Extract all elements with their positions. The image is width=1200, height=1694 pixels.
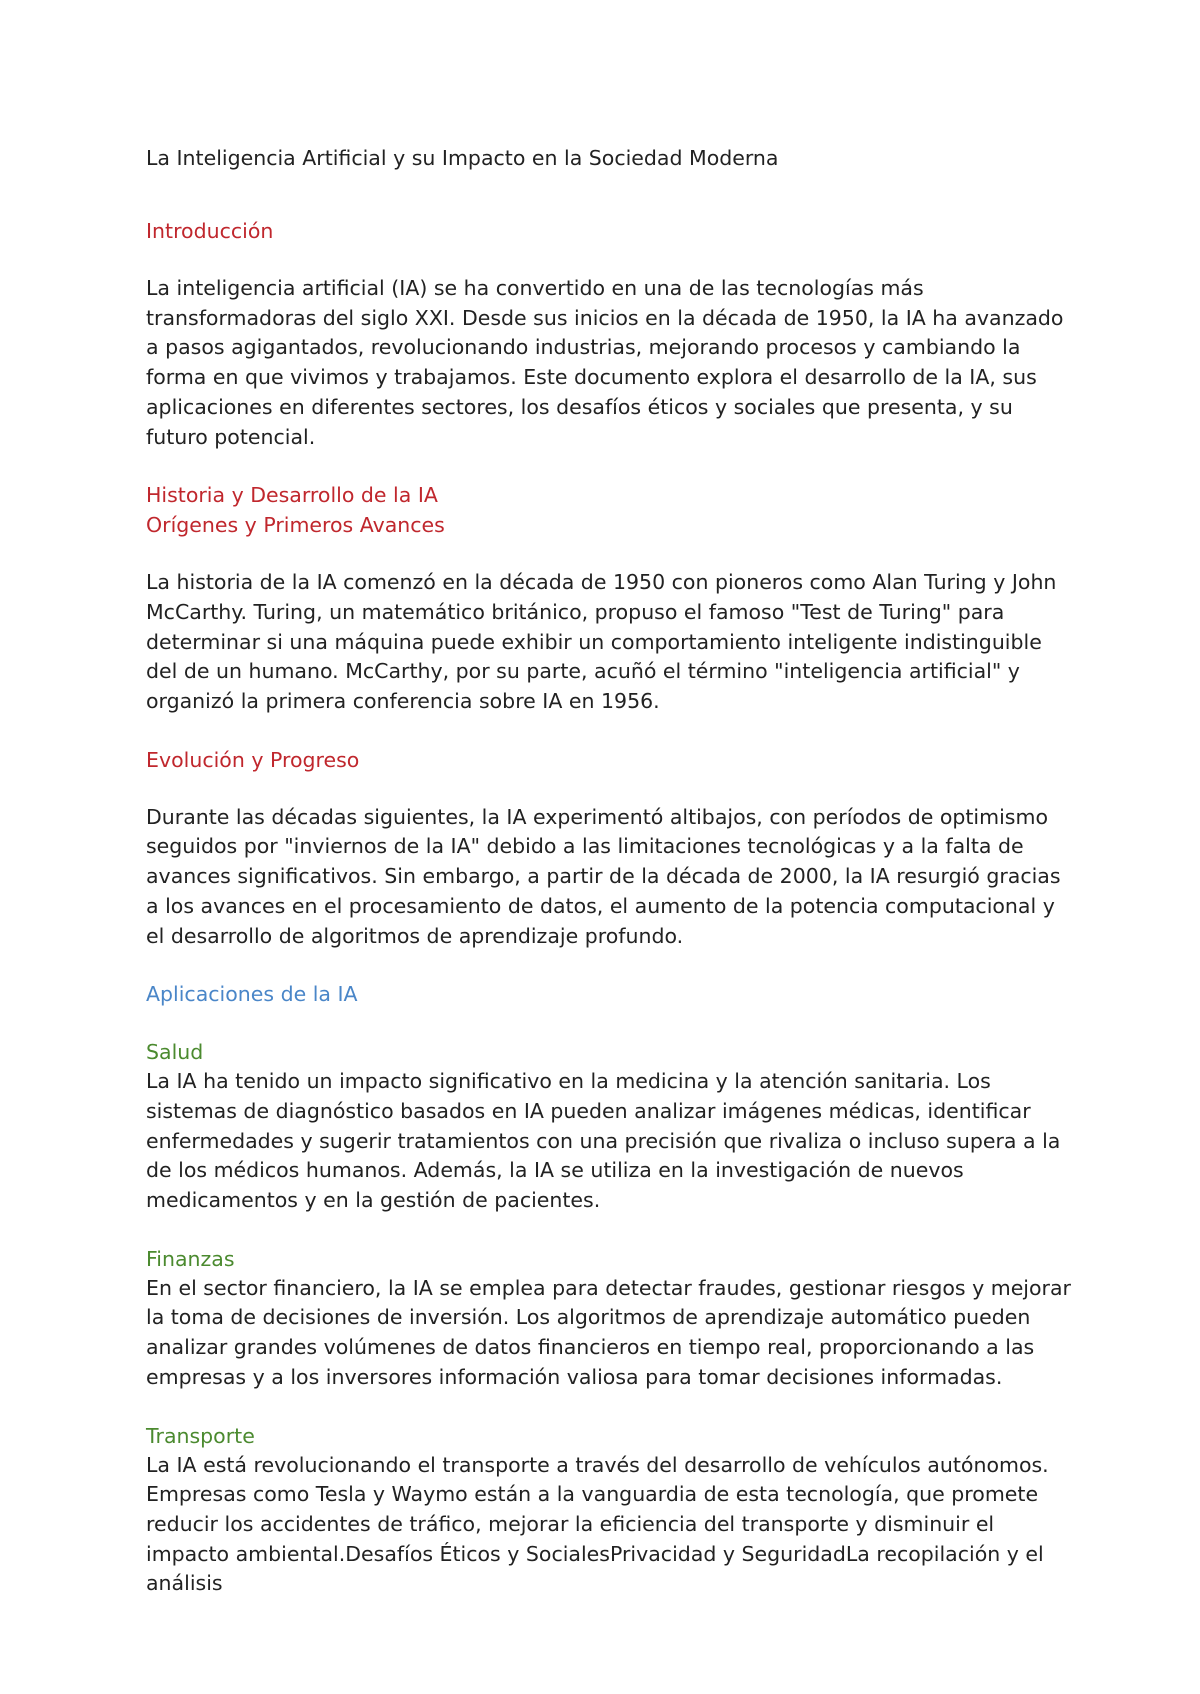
spacer bbox=[146, 1393, 1076, 1421]
spacer bbox=[146, 1216, 1076, 1244]
intro-heading: Introducción bbox=[146, 219, 274, 243]
finance-paragraph: En el sector financiero, la IA se emplea para detectar fraudes, gestionar riesgos y mejorar la toma de decisiones de inversión. Los algoritmos de aprendizaje automático pueden analizar grandes volúmenes de datos financieros en tiempo real, proporcionando a las empresas y a los inversores información valiosa para tomar decisiones informadas. bbox=[146, 1275, 1071, 1389]
spacer bbox=[146, 540, 1076, 568]
spacer bbox=[146, 775, 1076, 803]
document-page bbox=[146, 142, 1076, 1599]
health-heading: Salud bbox=[146, 1040, 204, 1065]
origins-paragraph: La historia de la IA comenzó en la década de 1950 con pioneros como Alan Turing y John McCarthy. Turing, un matemático británico, propuso el famoso "Test de Turing" para determinar si una máquina puede exhibir un comportamiento inteligente indistinguible del de un humano. McCarthy, por su parte, acuñó el término "inteligencia artificial" y organizó la primera conferencia sobre IA en 1956. bbox=[146, 570, 1057, 714]
spacer bbox=[146, 452, 1076, 480]
health-paragraph: La IA ha tenido un impacto significativo en la medicina y la atención sanitaria. Los sistemas de diagnóstico basados en IA pueden analizar imágenes médicas, identificar enfermedades y sugerir tratamientos con una precisión que rivaliza o incluso supera a la de los médicos humanos. Además, la IA se utiliza en la investigación de nuevos medicamentos y en la gestión de pacientes. bbox=[146, 1069, 1061, 1213]
history-heading: Historia y Desarrollo de la IA bbox=[146, 483, 438, 508]
origins-heading: Orígenes y Primeros Avances bbox=[146, 513, 445, 538]
evolution-heading: Evolución y Progreso bbox=[146, 747, 360, 772]
document-title: La Inteligencia Artificial y su Impacto en la Sociedad Moderna bbox=[146, 146, 779, 170]
transport-heading: Transporte bbox=[146, 1423, 255, 1448]
spacer bbox=[146, 717, 1076, 745]
finance-heading: Finanzas bbox=[146, 1246, 235, 1271]
intro-paragraph: La inteligencia artificial (IA) se ha convertido en una de las tecnologías más transformadoras del siglo XXI. Desde sus inicios en la década de 1950, la IA ha avanzado a pasos agigantados, revolucionando industrias, mejorando procesos y cambiando la forma en que vivimos y trabajamos. Este documento explora el desarrollo de la IA, sus aplicaciones en diferentes sectores, los desafíos éticos y sociales que presenta, y su futuro potencial. bbox=[146, 276, 1064, 449]
evolution-paragraph: Durante las décadas siguientes, la IA experimentó altibajos, con períodos de optimismo seguidos por "inviernos de la IA" debido a las limitaciones tecnológicas y a la falta de avances significativos. Sin embargo, a partir de la década de 2000, la IA resurgió gracias a los avances en el procesamiento de datos, el aumento de la potencia computacional y el desarrollo de algoritmos de aprendizaje profundo. bbox=[146, 804, 1061, 948]
transport-paragraph: La IA está revolucionando el transporte a través del desarrollo de vehículos autónomos. Empresas como Tesla y Waymo están a la vanguardia de esta tecnología, que promete reducir los accidentes de tráfico, mejorar la eficiencia del transporte y disminuir el impacto ambiental.Desafíos Éticos y SocialesPrivacidad y SeguridadLa recopilación y el análisis bbox=[146, 1452, 1049, 1596]
applications-heading: Aplicaciones de la IA bbox=[146, 982, 358, 1007]
spacer bbox=[146, 1009, 1076, 1037]
spacer bbox=[146, 951, 1076, 979]
spacer bbox=[146, 246, 1076, 274]
